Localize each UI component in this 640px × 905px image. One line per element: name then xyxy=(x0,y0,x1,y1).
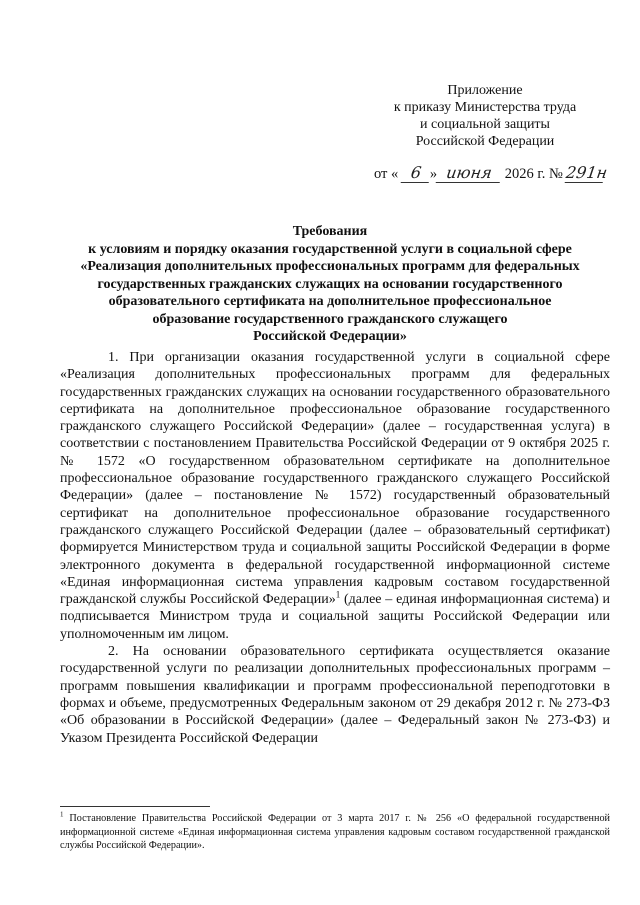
footnote-divider xyxy=(60,806,210,807)
title-line: образование государственного гражданского служащего xyxy=(152,311,508,327)
order-date-number xyxy=(374,164,614,184)
appendix-title: Приложение xyxy=(447,83,523,98)
paragraph-1 xyxy=(60,349,610,643)
title-heading: Требования xyxy=(292,224,368,239)
order-year-number-label: 2026 г. № xyxy=(504,166,563,182)
paragraph-1-text-continued: (далее – единая информационная система) и подписывается Министром труда и социальной защиты Российской Федерации или уполномоченным им лицом. xyxy=(60,592,610,642)
paragraph-1-text: 1. При организации оказания государственной услуги в социальной сфере «Реализация дополнительных профессиональных программ для федеральных государственных гражданских служащих на основании государственного образовательного сертификата на дополнительное профессиональное образование государственного гражданского служащего Российской Федерации» (далее – государственная услуга) в соответствии с постановлением Правительства Российской Федерации от 9 октября 2025 г. № 1572 «О государственном образовательном сертификате на дополнительное профессиональное образование государственного гражданского служащего Российской Федерации» (далее – постановление № 1572) государственный образовательный сертификат на дополнительное профессиональное образование государственного гражданского служащего Российской Федерации (далее – образовательный сертификат) формируется Министерством труда и социальной защиты Российской Федерации в форме электронного документа в федеральной государственной информационной системе «Единая информационная система управления кадровым составом государственной гражданской службы Российской Федерации» xyxy=(60,350,610,608)
title-line: Российской Федерации» xyxy=(253,329,407,344)
footnote-reference[interactable]: 1 xyxy=(335,589,341,600)
title-line: «Реализация дополнительных профессиональных программ для федеральных xyxy=(80,259,580,274)
order-date-prefix: от « xyxy=(374,166,399,182)
document-title xyxy=(50,223,610,346)
order-date-quote: » xyxy=(429,166,438,182)
footnote xyxy=(60,812,610,853)
paragraph-2: 2. На основании образовательного сертификата осуществляется оказание государственной услуги по реализации дополнительных профессиональных программ – программ повышения квалификации и программ профессиональной переподготовки в формах и объеме, предусмотренных Федеральным законом от 29 декабря 2012 г. № 273-ФЗ «Об образовании в Российской Федерации» (далее – Федеральный закон № 273-ФЗ) и Указом Президента Российской Федерации xyxy=(60,644,610,746)
handwritten-month: июня xyxy=(436,164,503,183)
footnote-mark: 1 xyxy=(60,810,64,819)
document-body xyxy=(60,349,610,747)
title-line: образовательного сертификата на дополнительное профессиональное xyxy=(108,294,552,309)
handwritten-order-number: 291н xyxy=(565,163,609,182)
appendix-line: и социальной защиты xyxy=(420,117,550,132)
footnote-text: Постановление Правительства Российской Федерации от 3 марта 2017 г. № 256 «О федеральной государственной информационной системе «Единая информационная система управления кадровым составом государственной гражданской службы Российской Федерации». xyxy=(60,813,610,851)
appendix-line: Российской Федерации xyxy=(415,134,555,149)
handwritten-day: 6 xyxy=(401,164,432,183)
title-line: государственных гражданских служащих на основании государственного xyxy=(97,276,563,292)
appendix-line: к приказу Министерства труда xyxy=(393,100,577,115)
title-line: к условиям и порядку оказания государственной услуги в социальной сфере xyxy=(88,241,572,257)
appendix-header xyxy=(370,82,600,150)
